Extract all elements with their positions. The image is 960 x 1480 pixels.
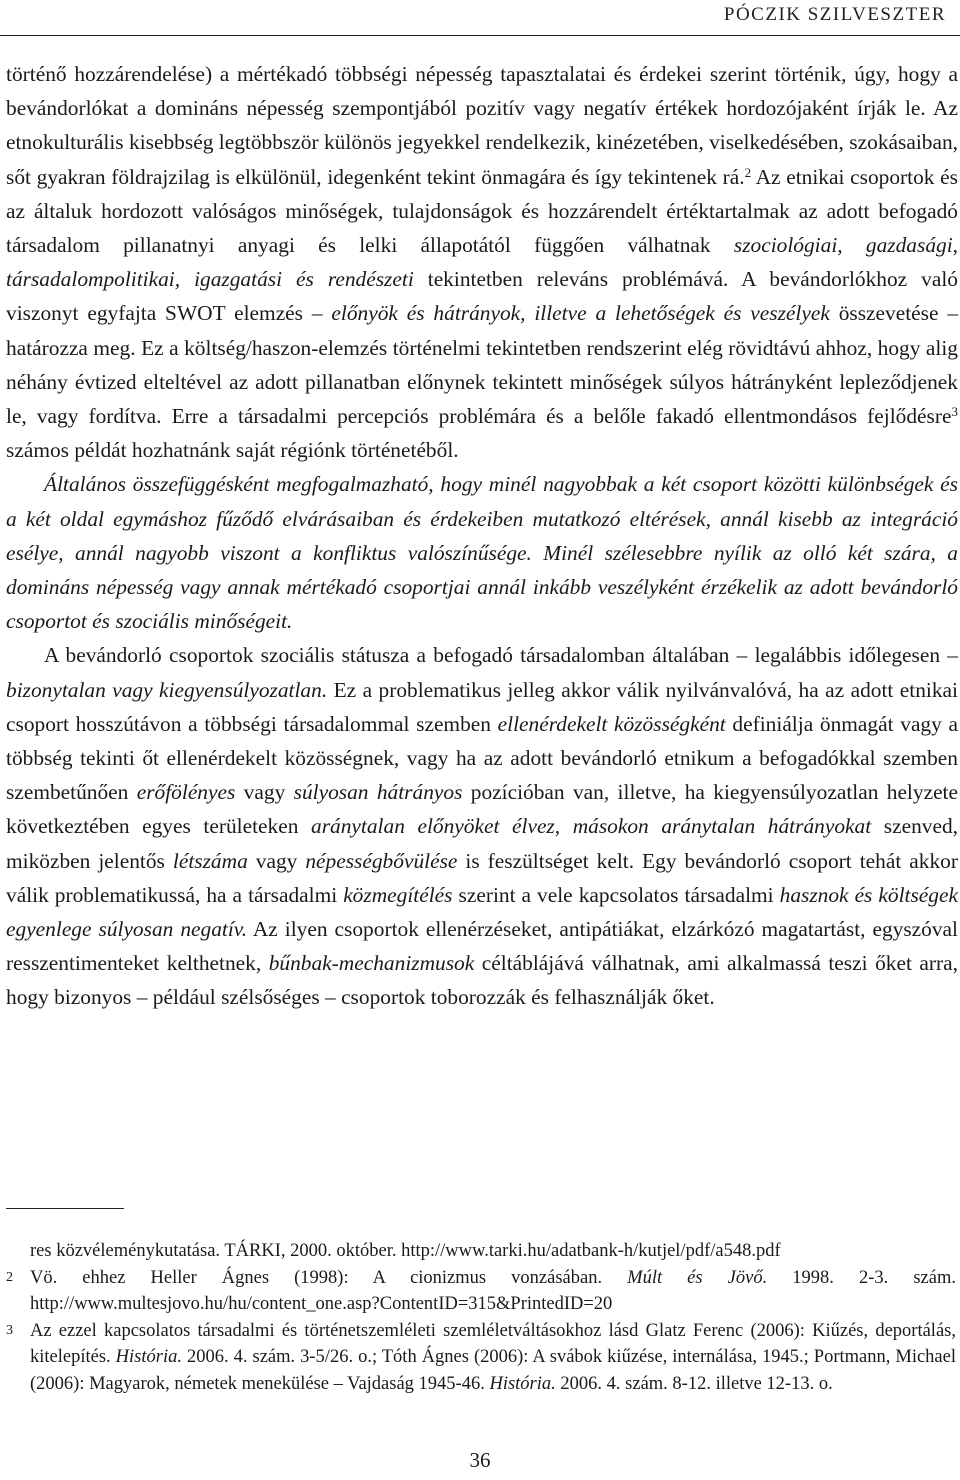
text-run: 2006. 4. szám. 8-12. illetve 12-13. o. — [555, 1373, 833, 1394]
text-run: szenved, miközben jelentős — [6, 814, 958, 873]
text-run: Vö. ehhez Heller Ágnes (1998): A cionizmus vonzásában. — [30, 1267, 628, 1288]
text-run: szerint a vele kapcsolatos társadalmi — [452, 882, 780, 907]
text-run: is feszültséget kelt. Egy bevándorló csoport tehát akkor válik problematikussá, ha a társadalmi — [6, 848, 958, 907]
header-rule — [0, 35, 960, 36]
text-run: tekintetben releváns problémává. A bevándorlókhoz való viszonyt egyfajta SWOT elemzés – — [6, 267, 958, 326]
text-run: pozícióban van, illetve, ha kiegyensúlyozatlan helyzete következtében egyes területeken — [6, 780, 958, 839]
italic-run: bűnbak-mechanizmusok — [268, 951, 475, 976]
text-run: A bevándorló csoportok szociális státusza a befogadó társadalomban általában – legalábbis időlegesen – — [44, 643, 958, 668]
paragraph-1 — [6, 57, 958, 467]
italic-run: História. — [115, 1347, 182, 1368]
text-run: 2006. 4. szám. 3-5/26. o.; Tóth Ágnes (2006): A svábok kiűzése, internálása, 1945.; Portmann, Michael (2006): Magyarok, németek menekülése – Vajdaság 1945-46. — [30, 1347, 956, 1394]
text-run: történő hozzárendelése) a mértékadó többségi népesség tapasztalatai és érdekei szerint történik, úgy, hogy a bevándorlókat a domináns népesség szempontjából pozitív vagy negatív értékek hordozójaként írják le. Az etnokulturális kisebbség legtöbbször különös jegyekkel rendelkezik, kinézetében, viselkedésében, szokásaiban, sőt gyakran földrajzilag is elkülönül, idegenként tekint önmagára és így tekintenek rá. — [6, 62, 958, 189]
footnotes — [6, 1238, 956, 1398]
text-run: összevetése – határozza meg. Ez a költség/haszon-elemzés történelmi tekintetben rendszerint elég rövidtávú ahhoz, hogy alig néhány évtized elteltével az adott pillanatban előnynek tekintett minőségek súlyos hátrányként lepleződjenek le, vagy fordítva. Erre a társadalmi percepciós problémára és a belőle fakadó ellentmondásos fejlődésre — [6, 301, 959, 429]
footnote-text — [30, 1268, 956, 1315]
italic-run: népességbővülése — [305, 848, 458, 873]
text-run: Az etnikai csoportok és az általuk hordozott valóságos minőségek, tulajdonságok és hozzárendelt értéktartalmak az adott befogadó társadalom pillanatnyi anyagi és lelki állapotától függően válhatnak — [6, 164, 958, 258]
italic-run: bizonytalan vagy kiegyensúlyozatlan. — [6, 677, 328, 702]
running-header: PÓCZIK SZILVESZTER — [723, 4, 946, 25]
italic-run: előnyök és hátrányok, illetve a lehetőségek és veszélyek — [331, 301, 830, 326]
footnote-ref: 2 — [744, 164, 752, 180]
footnote-ref: 3 — [951, 404, 958, 420]
text-run: számos példát hozhatnánk saját régiónk történetéből. — [6, 438, 459, 463]
footnote-rule — [6, 1208, 124, 1209]
italic-run: Múlt és Jövő. — [627, 1267, 768, 1288]
italic-run: aránytalan előnyöket élvez, másokon aránytalan hátrányokat — [311, 814, 872, 839]
text-run: res közvéleménykutatása. TÁRKI, 2000. október. http://www.tarki.hu/adatbank-h/kutjel/pdf/a548.pdf — [30, 1241, 781, 1261]
italic-run: létszáma — [172, 848, 248, 873]
text-run: céltáblájává válhatnak, ami alkalmassá teszi őket arra, hogy bizonyos – például szélsőséges – csoportok toborozzák és felhasználják őket. — [6, 951, 958, 1010]
italic-run: ellenérdekelt közösségként — [497, 711, 726, 736]
italic-run: História. — [489, 1373, 556, 1394]
italic-run: Általános összefüggésként megfogalmazható, hogy minél nagyobbak a két csoport közötti különbségek és a két oldal egymáshoz fűződő elvárásaiban és érdekeiben mutatkozó eltérések, annál kisebb az integráció esélye, annál nagyobb viszont a konfliktus valószínűsége. Minél szélesebbre nyílik az olló két szára, a domináns népesség vagy annak mértékadó csoportjai annál inkább veszélyként érzékelik az adott bevándorló csoportot és szociális minőségeit. — [6, 472, 958, 634]
text-run: vagy — [235, 780, 294, 805]
text-run: Az ezzel kapcsolatos társadalmi és történetszemléleti szemléletváltásokhoz lásd Glatz Ferenc (2006): Kiűzés, deportálás, kitelepítés. — [30, 1320, 956, 1368]
italic-run: közmegítélés — [343, 882, 453, 907]
paragraph-2 — [6, 467, 958, 638]
paragraph-3 — [6, 638, 958, 1014]
body-text — [6, 57, 958, 1015]
italic-run: szociológiai, gazdasági, társadalompolitikai, igazgatási és rendészeti — [6, 233, 958, 292]
footnote-text — [30, 1321, 956, 1394]
footnote-text — [30, 1241, 781, 1261]
footnote-number: 2 — [6, 1269, 13, 1285]
italic-run: hasznok és költségek egyenlege súlyosan negatív. — [6, 882, 958, 942]
footnote-3 — [6, 1318, 956, 1398]
italic-run: erőfölényes — [136, 780, 236, 805]
text-run: Az ilyen csoportok ellenérzéseket, antipátiákat, elzárkózó magatartást, egyszóval resszentimenteket kelthetnek, — [6, 917, 958, 976]
text-run: vagy — [247, 848, 306, 873]
text-run: 1998. 2-3. szám. http://www.multesjovo.hu/hu/content_one.asp?ContentID=315&PrintedID=20 — [30, 1267, 956, 1315]
footnote-2 — [6, 1265, 956, 1318]
page-number: 36 — [469, 1448, 491, 1472]
footnote-number: 3 — [6, 1322, 13, 1338]
italic-run: súlyosan hátrányos — [293, 780, 463, 805]
footnote-continued — [6, 1238, 956, 1265]
text-run: Ez a problematikus jelleg akkor válik nyilvánvalóvá, ha az adott etnikai csoport hosszútávon a többségi társadalommal szemben — [6, 677, 958, 736]
text-run: definiálja önmagát vagy a többség tekinti őt ellenérdekelt közösségnek, vagy ha az adott bevándorló etnikum a befogadókkal szemben szembetűnően — [6, 711, 959, 805]
